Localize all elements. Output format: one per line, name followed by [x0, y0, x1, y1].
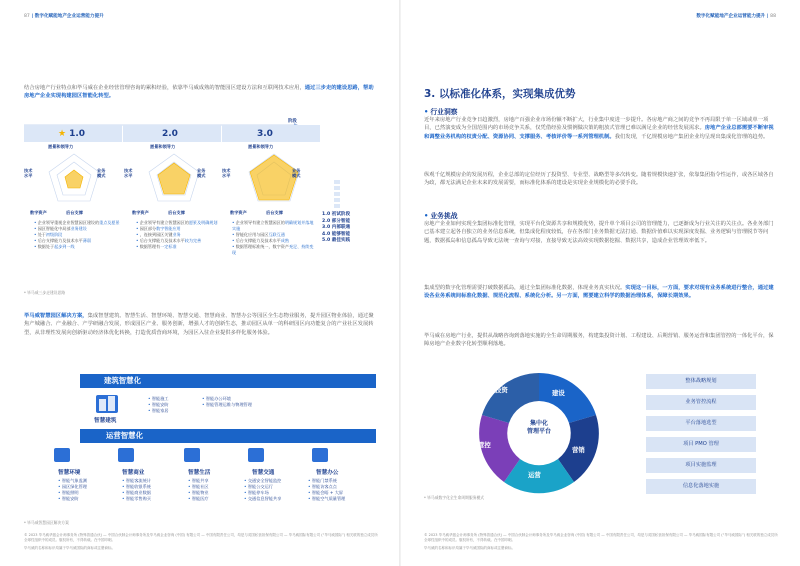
service-title-commerce: 智慧商业 — [122, 470, 145, 476]
stage-label-1: ★ 1.0 — [58, 129, 86, 139]
building-list-1 — [148, 396, 169, 414]
list-item: • 智能气象监测 — [58, 478, 87, 484]
bottom-right-1: 后台支撑 — [66, 210, 83, 215]
wheel-title-1: 愿景和领导力 — [48, 144, 74, 149]
intro-paragraph — [24, 84, 378, 101]
challenge-paragraph-1: 房地产企业如何实现全集团标准化管理，实现平台化资源共享和规模优势，提升单个项目公司的管理能力，已逐渐成为行业关注的关注点。各业务部门已基本建立起各自独立的业务信息系统，但集成化程度较低，存在各部门业务数据无法打通、数据价值难以实现深度发掘、业务逻辑与管理脱节等问题，数据孤岛和信息孤岛导致无法统一查询与对接，直接导致无法高效实现数据挖掘、数据共享，造成企业管理效率低下。 — [424, 221, 774, 244]
service-title-traffic: 智慧交通 — [252, 470, 275, 476]
left-header-title: 数字化赋能地产企业运营能力提升 — [34, 14, 104, 19]
section-title: 3. 以标准化体系，实现集成优势 — [424, 88, 576, 100]
bullet-item: • 园区部分数字智能应用 — [136, 226, 224, 232]
service-icons — [30, 446, 370, 466]
bullet-item: • 后台支撑能力及技术水平薄弱 — [34, 238, 122, 244]
list-item: • 智能访客点点 — [308, 484, 345, 490]
bottom-right-2: 后台支撑 — [168, 210, 185, 215]
bottom-left-1: 数字资产 — [30, 210, 47, 215]
bullet-item: • 处于初级阶段 — [34, 232, 122, 238]
step-box: 业务管控流程 — [646, 395, 756, 410]
bullet-item: • 数据管理标准统一，数字资产充足、持续变现 — [232, 244, 316, 256]
right-footer-trademark: 毕马威的名称和标识均属于毕马威国际的商标或注册商标。 — [424, 546, 515, 550]
service-list-traffic — [244, 478, 281, 502]
list-item: • 智能管理运维与物理管理 — [202, 402, 252, 408]
axis-biz-1: 业务 模式 — [97, 168, 106, 178]
step-box: 平台落地选型 — [646, 416, 756, 431]
right-page-number: 88 — [770, 14, 776, 19]
left-page-number: 87 — [24, 14, 30, 19]
left-footer-legal: © 2023 毕马威华振会计师事务所 (特殊普通合伙) — 中国合伙制会计师事务所及毕马威企业咨询 (中国) 有限公司 — 中国有限责任公司，均是与英国私营担保有限公司 — 毕马威国际有限公司 (“毕马威国际”) 相关联的独立成员所全球性组织中的成员。版权所有，不得转载。在中国印刷。 — [24, 533, 378, 543]
bottom-left-2: 数字资产 — [132, 210, 149, 215]
insight-heading: • 行业洞察 — [424, 108, 458, 116]
service-list-environment — [58, 478, 87, 502]
ops-banner: 运营智慧化 — [80, 429, 376, 443]
bullet-item: • ，连接到园区关键业务 — [136, 232, 224, 238]
level-item: 1.0 初试阶段 — [322, 212, 351, 217]
list-item: • 智能会晤 + 大屏 — [308, 490, 345, 496]
bullet-item: • 数据处于起步到一线 — [34, 244, 122, 250]
radar-wheels — [24, 150, 324, 212]
figure2-caption: * 毕马威数字化全生命周期服务模式 — [424, 495, 485, 500]
axis-tech-3: 技术 水平 — [222, 168, 231, 178]
list-item: • 智能安防 — [148, 402, 169, 408]
park-caption: * 毕马威智慧园区解决方案 — [24, 520, 69, 525]
solution-paragraph — [24, 312, 378, 337]
phase-label: 阶段 — [288, 119, 297, 124]
stage-label-3: 3.0 — [257, 129, 273, 139]
bottom-left-3: 数字资产 — [230, 210, 247, 215]
building-list-2 — [202, 396, 252, 408]
service-title-environment: 智慧环境 — [58, 470, 81, 476]
axis-biz-3: 业务 模式 — [292, 168, 301, 178]
bullet-item: • 企业领导重视企业智慧园区建设的重点及愿景 — [34, 220, 122, 226]
solution-text: 集成智慧建筑、智慧生活、智慧环境、智慧交通、智慧商业、智慧办公等园区全生态物业服务，提升园区物业体验，通过聚焦产城融合、产业融合、产学研融合发展，形成园区产业、服务创新，增强人才的创新生态，推动园区从单一的科研园区向功能复合的产业社区发展转型，从非理性发展向创新驱动经济体优化转换，打造优质营商环境，为园区入驻企业提供多样化服务体验。 — [24, 313, 374, 336]
list-item: • 智能空气质量管理 — [308, 496, 345, 502]
level-item: 2.0 部分智能 — [322, 218, 351, 224]
stage-bullets-2 — [136, 220, 224, 250]
segment-label-construction: 建设 — [552, 389, 565, 397]
step-box: 信息化落地实施 — [646, 479, 756, 494]
level-item: 5.0 最佳实践 — [322, 238, 351, 244]
stage-bullets-3 — [232, 220, 316, 256]
stage-bullets-1 — [34, 220, 122, 250]
bullet-item: • 数据管理有一定标准 — [136, 244, 224, 250]
challenge-paragraph-2: 集成型的数字化管理需要打破数据孤岛，通过全集团标准化数据，体现业务真实状况。实现这一目标，一方面，要求对现有业务系统进行整合，通过建设各业务系统间标准化数据、规范化流程、系统化分析。另一方面，需要建立科学的数据治理体系，保障长期效果。 — [424, 285, 774, 300]
list-item: • 智能客流统计 — [122, 478, 151, 484]
right-page — [400, 0, 800, 566]
list-item: • 智能办公环境 — [202, 396, 252, 402]
service-list-office — [308, 478, 345, 502]
challenge-heading: • 业务挑战 — [424, 212, 458, 220]
list-item: • 智能零售购买 — [122, 496, 151, 502]
axis-biz-2: 业务 模式 — [197, 168, 206, 178]
level-item: 3.0 内部联通 — [322, 225, 351, 231]
bullet-item: • 企业领导有建立智慧园区的愿景及明确规划 — [136, 220, 224, 226]
level-item: 4.0 能够智能 — [322, 231, 351, 237]
bullet-item: • 智能化应用与园区互联互通 — [232, 232, 316, 238]
bullet-item: • 后台支撑能力及技术水平较为完善 — [136, 238, 224, 244]
segment-label-investment: 投资 — [495, 386, 508, 394]
step-box: 项目 PMO 管理 — [646, 437, 756, 452]
bullet-item: • 园区智能化中局部业务建设 — [34, 226, 122, 232]
insight-paragraph-1: 近年来房地产行业竞争日趋激烈，房地产百强企业市场份额不断扩大，行业集中度进一步提升。各房地产商之间的竞争不再局限于单一区域或单一项目，已然演变成为全国范围内的市场竞争关系，仅凭借经验及惯例做决策的粗放式管理已难以满足企业的经营发展需求。房地产企业总部需要不断审视和调整业务机构的权责分配、资源协同、支撑服务、考核评价等一系列管理机制。我们发现，千亿规模房地产集团企业均呈现出集成化管理的趋势。 — [424, 117, 774, 140]
list-item: • 智能共享 — [188, 478, 209, 484]
service-list-commerce — [122, 478, 151, 502]
right-header: 数字化赋能地产企业运营能力提升 | 88 — [696, 14, 776, 19]
insight-paragraph-2: 纵观千亿规模房企的发展历程，企业总部的定位经历了投资型、专业型、战略型等多次转变。随着规模快速扩张，依靠集团指令性运作，或各区域各自为政，都无法满足企业未来的发展需要，而标准化体系的建设是实现企业规模化的必要手段。 — [424, 172, 774, 187]
intro-highlight: 通过三步走的建设思路，帮助房地产企业实现构建园区智能化转型。 — [24, 85, 374, 100]
list-item: • 园区绿化管理 — [58, 484, 87, 490]
step-box: 项目实施监理 — [646, 458, 756, 473]
level-bars — [330, 150, 344, 220]
service-title-office: 智慧办公 — [316, 470, 339, 476]
list-item: • 智能安防 — [58, 496, 87, 502]
list-item: • 智能社区 — [188, 484, 209, 490]
star-icon: ★ — [58, 129, 67, 139]
building-banner: 建筑智慧化 — [80, 374, 376, 388]
list-item: • 交通安全智能监控 — [244, 478, 281, 484]
wheel-title-3: 愿景和领导力 — [248, 144, 274, 149]
stage-label-2: 2.0 — [162, 129, 178, 139]
building-title: 智慧建筑 — [94, 418, 117, 424]
service-list-life — [188, 478, 209, 502]
list-item: • 交通信息智能共享 — [244, 496, 281, 502]
solution-highlight: 毕马威智慧园区解决方案， — [24, 313, 88, 319]
list-item: • 智能公交运行 — [244, 484, 281, 490]
service-title-life: 智慧生活 — [188, 470, 211, 476]
list-item: • 智能门禁系统 — [308, 478, 345, 484]
axis-tech-2: 技术 水平 — [124, 168, 133, 178]
left-footer-trademark: 毕马威的名称和标识均属于毕马威国际的商标或注册商标。 — [24, 546, 115, 550]
segment-label-marketing: 营销 — [572, 446, 585, 454]
segment-label-control: 管控 — [478, 441, 491, 449]
left-header: 87 | 数字化赋能地产企业运营能力提升 — [24, 14, 104, 19]
segment-label-operation: 运营 — [528, 471, 541, 479]
building-icon-shape — [96, 395, 118, 413]
list-item: • 智能收银系统 — [122, 484, 151, 490]
maturity-levels — [322, 212, 350, 245]
list-item: • 智能物业 — [188, 490, 209, 496]
list-item: • 智能照明 — [58, 490, 87, 496]
list-item: • 智能停车场 — [244, 490, 281, 496]
step-box: 整体战略规划 — [646, 374, 756, 389]
right-footer-legal: © 2023 毕马威华振会计师事务所 (特殊普通合伙) — 中国合伙制会计师事务所及毕马威企业咨询 (中国) 有限公司 — 中国有限责任公司，均是与英国私营担保有限公司 — 毕马威国际有限公司 (“毕马威国际”) 相关联的独立成员所全球性组织中的成员。版权所有，不得转载。在中国印刷。 — [424, 533, 778, 543]
bottom-right-3: 后台支撑 — [266, 210, 283, 215]
list-item: • 智能施工 — [148, 396, 169, 402]
right-header-title: 数字化赋能地产企业运营能力提升 — [696, 14, 766, 19]
figure1-caption: * 毕马威三步走建设思路 — [24, 290, 66, 295]
bullet-item: • 后台支撑能力及技术水平成熟 — [232, 238, 316, 244]
list-item: • 智能商业数据 — [122, 490, 151, 496]
kpmg-paragraph: 毕马威在房地产行业，提供从战略咨询到落地实施的全生命周期服务，构建集投资计划、工程建设、后期营销、服务运营和集团管控的一体化平台，保障房地产企业数字化转型顺利落地。 — [424, 333, 774, 348]
intro-text: 结合房地产行业特点和毕马威在企业经营管理咨询的累积经验，依靠毕马威成熟的智能园区建设方法和互联网技术应用， — [24, 85, 305, 91]
bullet-item: • 企业领导有建立智慧园区的明确规划并落地实施 — [232, 220, 316, 232]
wheel-center-label: 集中化 管理平台 — [526, 420, 551, 435]
axis-tech-1: 技术 水平 — [24, 168, 33, 178]
wheel-title-2: 愿景和领导力 — [150, 144, 176, 149]
list-item: • 智能家居 — [148, 408, 169, 414]
list-item: • 智能医疗 — [188, 496, 209, 502]
